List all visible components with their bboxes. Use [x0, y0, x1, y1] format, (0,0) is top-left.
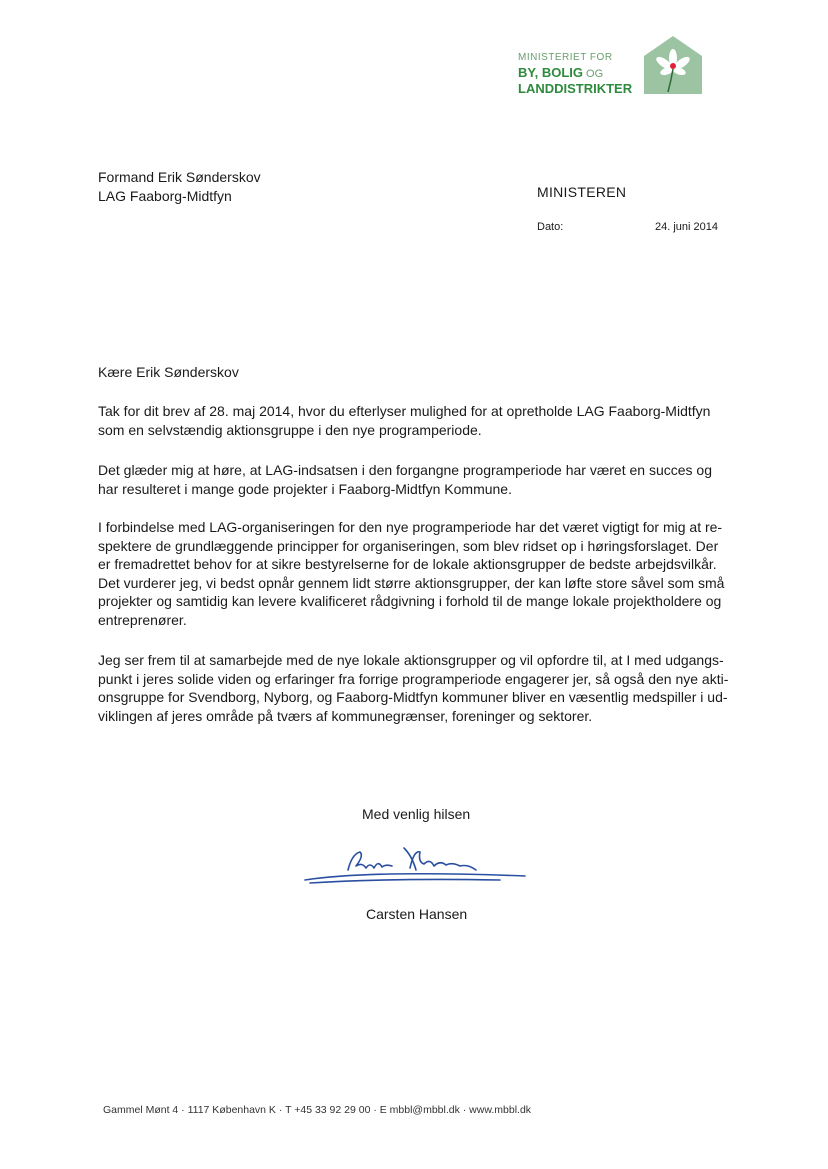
date-value: 24. juni 2014 — [655, 221, 718, 233]
logo-line-1: MINISTERIET FOR — [518, 52, 613, 63]
house-flower-icon — [644, 36, 702, 94]
paragraph-line: punkt i jeres solide viden og erfaringer fra forrige programperiode engagerer jer, så også den nye akti- — [98, 670, 729, 687]
paragraph-line: er fremadrettet behov for at sikre bestyrelserne for de lokale aktionsgrupper de bedste arbejdsvilkår. — [98, 556, 717, 572]
logo-line-3: LANDDISTRIKTER — [518, 81, 633, 96]
footer-contact: Gammel Mønt 4 · 1117 København K · T +45 33 92 29 00 · E mbbl@mbbl.dk · www.mbbl.dk — [103, 1104, 532, 1116]
date-label: Dato: — [537, 221, 564, 233]
paragraph-line: I forbindelse med LAG-organiseringen for den nye programperiode har det været vigtigt for mig at re- — [98, 519, 723, 535]
paragraph-line: entreprenører. — [98, 611, 187, 628]
paragraph-line: Det glæder mig at høre, at LAG-indsatsen i den forgangne programperiode har været en succes og — [98, 462, 712, 478]
paragraph-line: projekter og samtidig kan levere kvalificeret rådgivning i forhold til de mange lokale projektholdere og — [98, 593, 722, 609]
paragraph-4 — [98, 651, 730, 725]
recipient-organisation: LAG Faaborg-Midtfyn — [98, 188, 232, 204]
paragraph-line: som en selvstændig aktionsgruppe i den nye programperiode. — [98, 421, 482, 438]
paragraph-1 — [98, 402, 730, 439]
paragraph-line: Tak for dit brev af 28. maj 2014, hvor du efterlyser mulighed for at opretholde LAG Faaborg-Midtfyn — [98, 403, 711, 419]
handwritten-signature — [300, 840, 530, 890]
closing-greeting: Med venlig hilsen — [362, 806, 471, 822]
paragraph-2 — [98, 461, 730, 498]
signer-name: Carsten Hansen — [366, 906, 468, 922]
recipient-address — [98, 168, 261, 206]
logo-line-2 — [518, 65, 603, 80]
paragraph-line: spektere de grundlæggende principper for organiseringen, som blev ridset op i høringsforslaget. Der — [98, 537, 719, 554]
sender-title: MINISTEREN — [537, 184, 627, 200]
salutation: Kære Erik Sønderskov — [98, 364, 239, 380]
paragraph-line: viklingen af jeres område på tværs af kommunegrænser, foreninger og sektorer. — [98, 707, 593, 724]
logo-line-2-main: BY, BOLIG — [518, 65, 584, 80]
paragraph-3 — [98, 518, 730, 629]
ministry-logo — [518, 36, 704, 98]
paragraph-line: onsgruppe for Svendborg, Nyborg, og Faaborg-Midtfyn kommuner bliver en væsentlig medspiller i ud- — [98, 689, 728, 705]
recipient-name: Formand Erik Sønderskov — [98, 169, 261, 185]
paragraph-line: har resulteret i mange gode projekter i Faaborg-Midtfyn Kommune. — [98, 480, 512, 497]
paragraph-line: Jeg ser frem til at samarbejde med de nye lokale aktionsgrupper og vil opfordre til, at I med udgangs- — [98, 652, 724, 668]
paragraph-line: Det vurderer jeg, vi bedst opnår gennem lidt større aktionsgrupper, der kan løfte store såvel som små — [98, 574, 725, 591]
logo-line-2-og: OG — [586, 68, 604, 80]
